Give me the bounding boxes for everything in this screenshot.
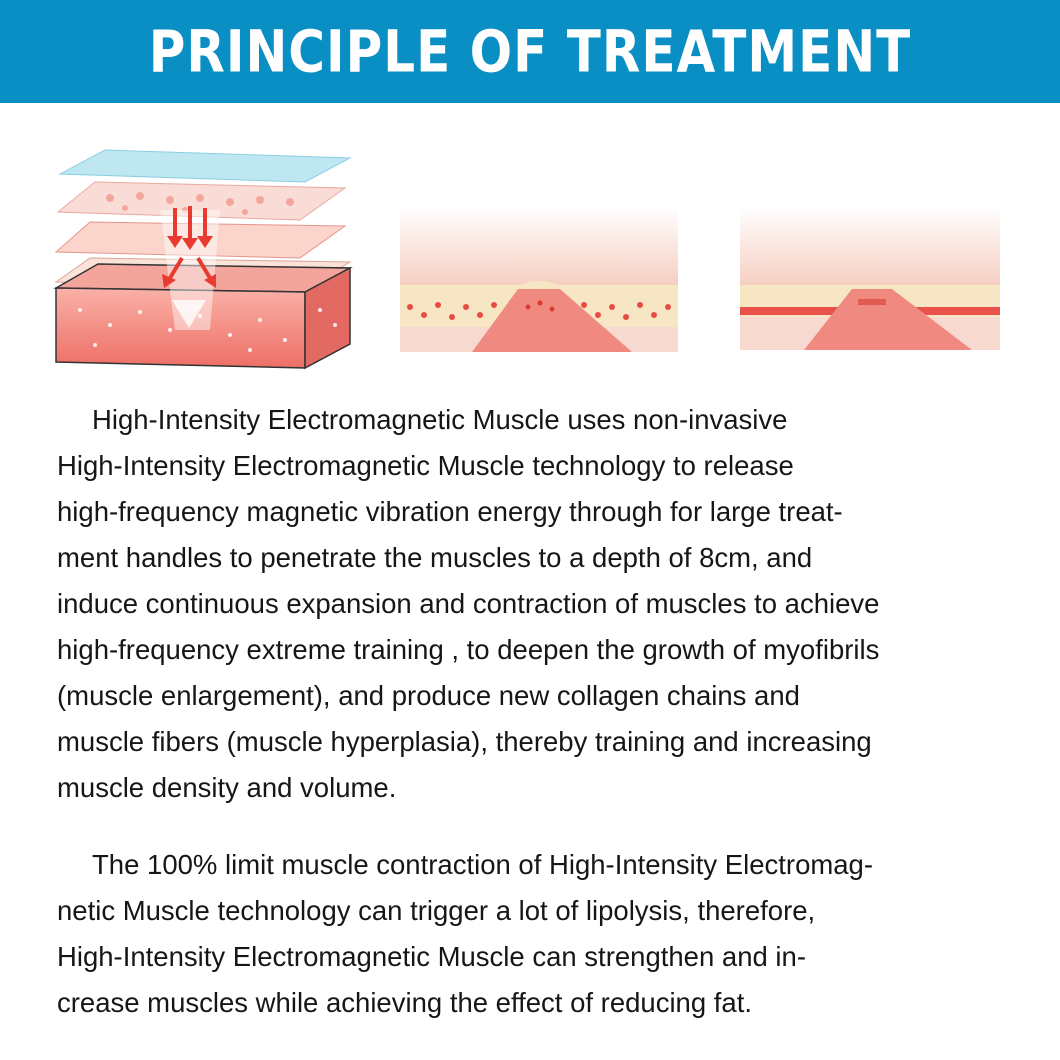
header-banner [0, 0, 1060, 103]
text-line: (muscle enlargement), and produce new collagen chains and [57, 680, 800, 711]
text-line: The 100% limit muscle contraction of High-Intensity Electromag- [92, 849, 874, 880]
text-line: muscle fibers (muscle hyperplasia), thereby training and increasing [57, 726, 872, 757]
paragraph-principle [57, 397, 1017, 811]
text-line: High-Intensity Electromagnetic Muscle can strengthen and in- [57, 941, 806, 972]
muscle-cross-section-before-icon [400, 207, 678, 352]
text-line: High-Intensity Electromagnetic Muscle uses non-invasive [92, 404, 788, 435]
text-line: ment handles to penetrate the muscles to a depth of 8cm, and [57, 542, 813, 573]
text-line: crease muscles while achieving the effect of reducing fat. [57, 987, 753, 1018]
text-line: high-frequency magnetic vibration energy through for large treat- [57, 496, 843, 527]
text-line: muscle density and volume. [57, 772, 397, 803]
paragraph-effect [57, 842, 1017, 1026]
text-line: netic Muscle technology can trigger a lot of lipolysis, therefore, [57, 895, 816, 926]
muscle-cross-section-after-icon [740, 207, 1000, 350]
skin-layers-icon [50, 140, 360, 375]
text-line: induce continuous expansion and contraction of muscles to achieve [57, 588, 880, 619]
page-title: PRINCIPLE OF TREATMENT [148, 18, 912, 85]
text-line: high-frequency extreme training , to deepen the growth of myofibrils [57, 634, 880, 665]
text-line: High-Intensity Electromagnetic Muscle technology to release [57, 450, 794, 481]
